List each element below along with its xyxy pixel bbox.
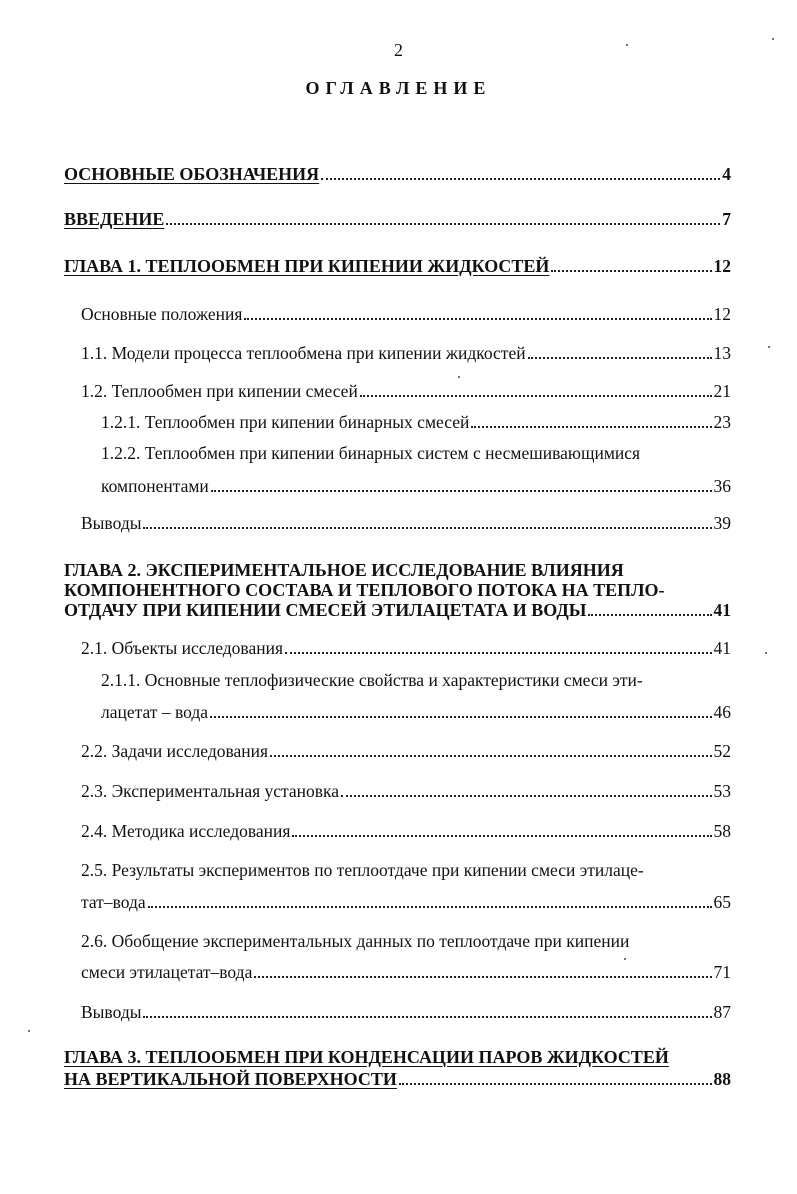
toc-entry-title: ГЛАВА 1. ТЕПЛООБМЕН ПРИ КИПЕНИИ ЖИДКОСТЕЙ [64, 256, 550, 276]
scan-speck [765, 652, 767, 654]
leader-dots [360, 395, 712, 397]
leader-dots [254, 976, 711, 978]
toc-entry-2-1-1[interactable] [101, 702, 731, 723]
toc-entry-page: 12 [713, 304, 731, 324]
scan-speck [772, 38, 774, 40]
leader-dots [148, 906, 712, 908]
toc-entry-title: НА ВЕРТИКАЛЬНОЙ ПОВЕРХНОСТИ [64, 1069, 397, 1089]
toc-entry-chapter-3-line1: ГЛАВА 3. ТЕПЛООБМЕН ПРИ КОНДЕНСАЦИИ ПАРОВ ЖИДКОСТЕЙ [64, 1047, 669, 1067]
toc-entry-page: 23 [713, 412, 731, 432]
toc-entry-title: 1.2.1. Теплообмен при кипении бинарных смесей [101, 412, 470, 432]
toc-entry-page: 36 [713, 476, 731, 496]
toc-entry-title: Основные положения [81, 304, 243, 324]
toc-entry-title: 2.4. Методика исследования [81, 821, 291, 841]
toc-entry-notation[interactable] [64, 164, 731, 185]
leader-dots [588, 614, 711, 616]
leader-dots [399, 1083, 712, 1085]
toc-entry-page: 41 [713, 638, 731, 658]
leader-dots [471, 426, 711, 428]
toc-entry-page: 65 [713, 892, 731, 912]
toc-entry-chapter-2-line1: ГЛАВА 2. ЭКСПЕРИМЕНТАЛЬНОЕ ИССЛЕДОВАНИЕ ВЛИЯНИЯ [64, 560, 624, 580]
toc-entry-page: 46 [713, 702, 731, 722]
toc-entry-page: 13 [713, 343, 731, 363]
toc-entry-1-1[interactable] [81, 343, 731, 364]
toc-entry-2-6[interactable] [81, 962, 731, 983]
toc-entry-page: 12 [713, 256, 731, 276]
toc-entry-2-6-line1: 2.6. Обобщение экспериментальных данных по теплоотдаче при кипении [81, 931, 630, 951]
leader-dots [211, 490, 712, 492]
toc-entry-conclusions-1[interactable] [81, 513, 731, 534]
toc-entry-1-2-1[interactable] [101, 412, 731, 433]
toc-entry-title: тат–вода [81, 892, 146, 912]
toc-entry-1-2-2-line1: 1.2.2. Теплообмен при кипении бинарных систем с несмешивающимися [101, 443, 641, 463]
toc-entry-2-4[interactable] [81, 821, 731, 842]
toc-entry-title: ОСНОВНЫЕ ОБОЗНАЧЕНИЯ [64, 164, 320, 184]
toc-entry-2-1-1-line1: 2.1.1. Основные теплофизические свойства и характеристики смеси эти- [101, 670, 643, 690]
toc-entry-page: 71 [713, 962, 731, 982]
toc-entry-page: 87 [713, 1002, 731, 1022]
scan-speck [768, 346, 770, 348]
toc-entry-page: 21 [713, 381, 731, 401]
leader-dots [270, 755, 711, 757]
toc-entry-title: ВВЕДЕНИЕ [64, 209, 165, 229]
scan-speck [458, 376, 460, 378]
scan-speck [626, 44, 628, 46]
toc-entry-2-3[interactable] [81, 781, 731, 802]
toc-entry-chapter-2[interactable] [64, 600, 731, 621]
toc-entry-1-2[interactable] [81, 381, 731, 402]
toc-entry-page: 7 [722, 209, 731, 229]
scan-speck [624, 958, 626, 960]
scan-speck [28, 1030, 30, 1032]
toc-entry-page: 58 [713, 821, 731, 841]
toc-entry-page: 4 [722, 164, 731, 184]
toc-entry-basics[interactable] [81, 304, 731, 325]
leader-dots [341, 795, 711, 797]
toc-entry-title: лацетат – вода [101, 702, 209, 722]
toc-entry-chapter-2-line2: КОМПОНЕНТНОГО СОСТАВА И ТЕПЛОВОГО ПОТОКА НА ТЕПЛО- [64, 580, 665, 600]
leader-dots [143, 527, 711, 529]
toc-entry-title: 1.1. Модели процесса теплообмена при кипении жидкостей [81, 343, 526, 363]
toc-entry-2-5[interactable] [81, 892, 731, 913]
toc-entry-title: 2.1. Объекты исследования [81, 638, 284, 658]
toc-entry-1-2-2[interactable] [101, 476, 731, 497]
toc-entry-2-1[interactable] [81, 638, 731, 659]
toc-entry-chapter-1[interactable] [64, 256, 731, 277]
toc-entry-title: 1.2. Теплообмен при кипении смесей [81, 381, 358, 401]
toc-entry-page: 52 [713, 741, 731, 761]
toc-entry-2-5-line1: 2.5. Результаты экспериментов по теплоотдаче при кипении смеси этилаце- [81, 860, 644, 880]
leader-dots [321, 178, 720, 180]
toc-entry-title: ОТДАЧУ ПРИ КИПЕНИИ СМЕСЕЙ ЭТИЛАЦЕТАТА И ВОДЫ [64, 600, 587, 620]
leader-dots [244, 318, 711, 320]
toc-entry-introduction[interactable] [64, 209, 731, 230]
toc-entry-title: Выводы [81, 513, 142, 533]
toc-entry-title: Выводы [81, 1002, 142, 1022]
toc-entry-page: 88 [713, 1069, 731, 1089]
toc-entry-page: 39 [713, 513, 731, 533]
toc-entry-chapter-3[interactable] [64, 1069, 731, 1090]
toc-entry-title: компонентами [101, 476, 209, 496]
page-title: ОГЛАВЛЕНИЕ [305, 78, 492, 98]
leader-dots [551, 270, 711, 272]
leader-dots [166, 223, 720, 225]
leader-dots [210, 716, 711, 718]
leader-dots [292, 835, 711, 837]
leader-dots [143, 1016, 711, 1018]
toc-entry-page: 41 [713, 600, 731, 620]
toc-entry-page: 53 [713, 781, 731, 801]
leader-dots [528, 357, 712, 359]
toc-entry-title: 2.2. Задачи исследования [81, 741, 269, 761]
page-number: 2 [394, 40, 403, 60]
toc-entry-title: 2.3. Экспериментальная установка [81, 781, 340, 801]
toc-entry-2-2[interactable] [81, 741, 731, 762]
leader-dots [285, 652, 711, 654]
toc-entry-conclusions-2[interactable] [81, 1002, 731, 1023]
toc-entry-title: смеси этилацетат–вода [81, 962, 253, 982]
